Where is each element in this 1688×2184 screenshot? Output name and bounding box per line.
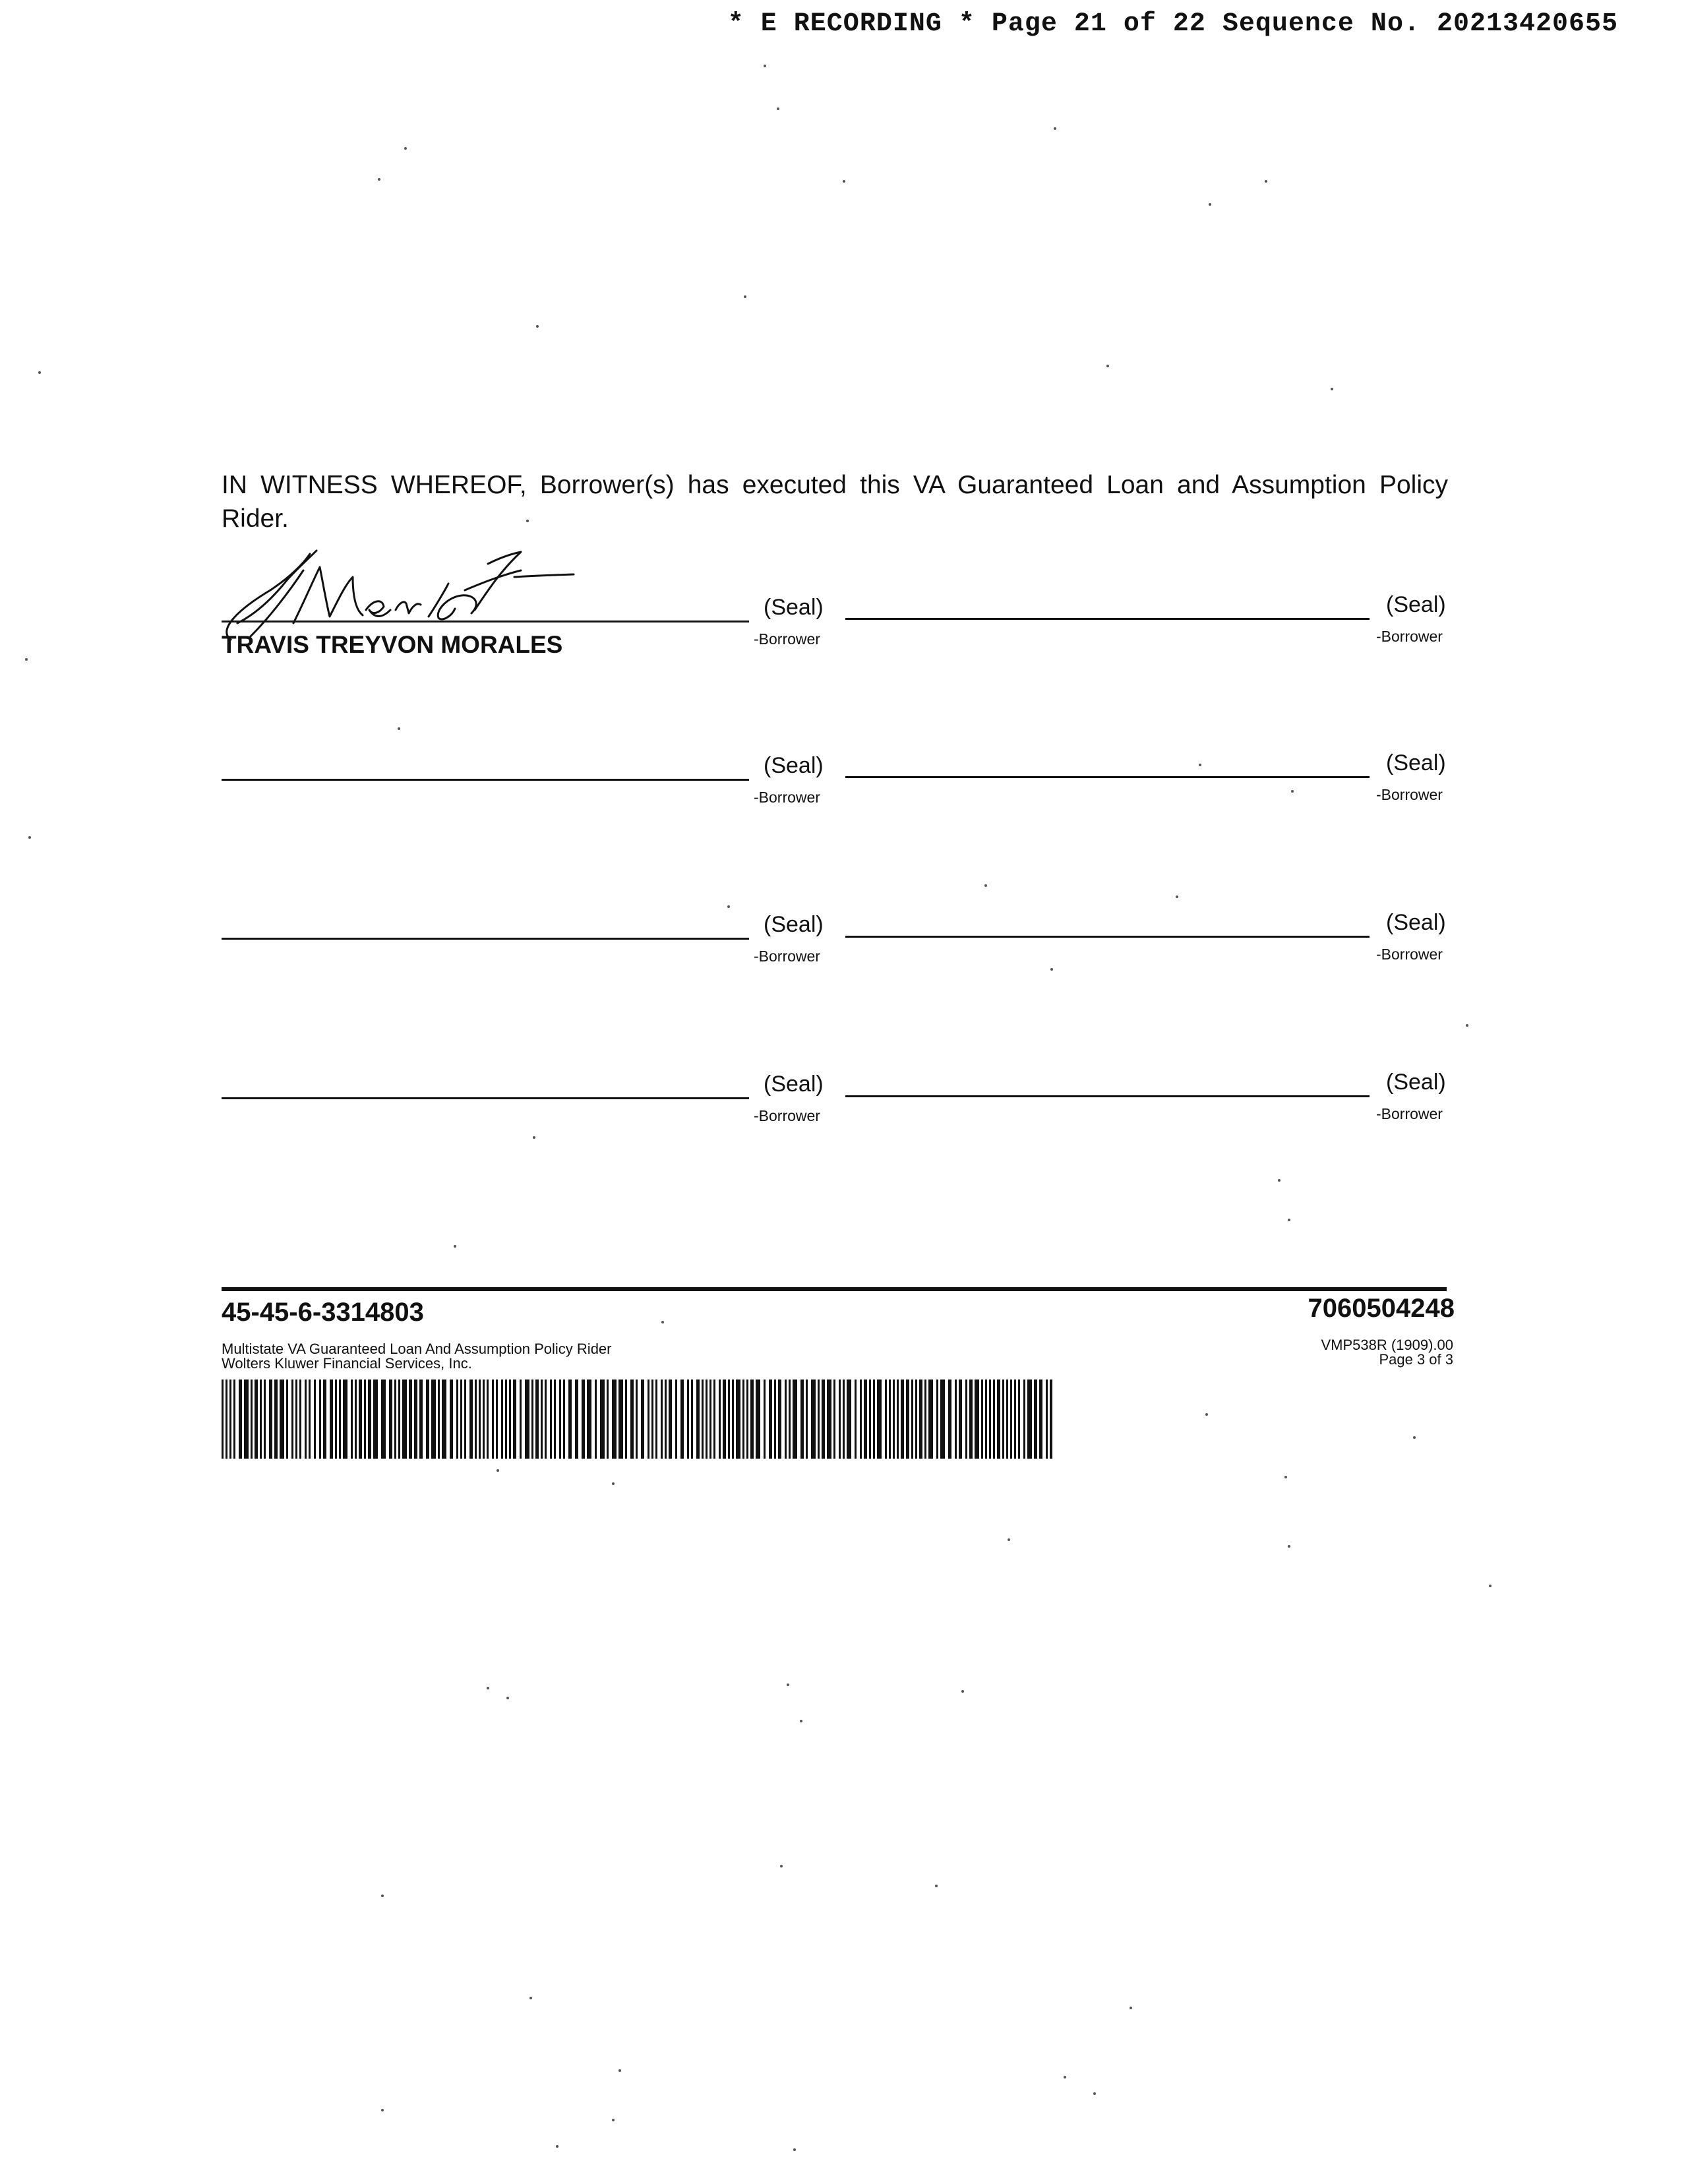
borrower-label-2: -Borrower [1376, 628, 1443, 645]
seal-label-2: (Seal) [1386, 592, 1446, 617]
seal-label-5: (Seal) [764, 912, 824, 937]
barcode [222, 1380, 1052, 1459]
borrower-signature [211, 544, 580, 643]
borrower-label-8: -Borrower [1376, 1105, 1443, 1122]
borrower-label-5: -Borrower [754, 948, 820, 965]
signature-line-3 [222, 779, 749, 781]
borrower-label-6: -Borrower [1376, 946, 1443, 963]
seal-label-4: (Seal) [1386, 750, 1446, 775]
footer-rule [222, 1287, 1447, 1291]
borrower-label-4: -Borrower [1376, 786, 1443, 803]
seal-label-8: (Seal) [1386, 1070, 1446, 1095]
borrower-label-1: -Borrower [754, 630, 820, 648]
loan-number: 45-45-6-3314803 [222, 1298, 424, 1327]
form-page-number: Page 3 of 3 [1379, 1351, 1453, 1368]
signature-line-8 [845, 1095, 1370, 1097]
seal-label-1: (Seal) [764, 595, 824, 620]
seal-label-6: (Seal) [1386, 910, 1446, 935]
signature-line-7 [222, 1097, 749, 1099]
document-number: 7060504248 [1308, 1294, 1455, 1323]
borrower-label-3: -Borrower [754, 789, 820, 806]
recording-header: * E RECORDING * Page 21 of 22 Sequence No. 20213420655 [727, 9, 1618, 39]
form-code: VMP538R (1909).00 [1321, 1337, 1453, 1353]
signature-line-5 [222, 938, 749, 940]
borrower-label-7: -Borrower [754, 1107, 820, 1124]
signature-line-2 [845, 618, 1370, 620]
signer-name: TRAVIS TREYVON MORALES [222, 631, 563, 658]
form-title: Multistate VA Guaranteed Loan And Assumption Policy Rider [222, 1341, 612, 1357]
signature-line-1 [222, 621, 749, 622]
signature-line-4 [845, 776, 1370, 778]
form-company: Wolters Kluwer Financial Services, Inc. [222, 1355, 472, 1372]
witness-statement: IN WITNESS WHEREOF, Borrower(s) has executed this VA Guaranteed Loan and Assumption Policy Rider. [222, 471, 1448, 533]
seal-label-7: (Seal) [764, 1072, 824, 1097]
signature-line-6 [845, 936, 1370, 938]
seal-label-3: (Seal) [764, 753, 824, 778]
